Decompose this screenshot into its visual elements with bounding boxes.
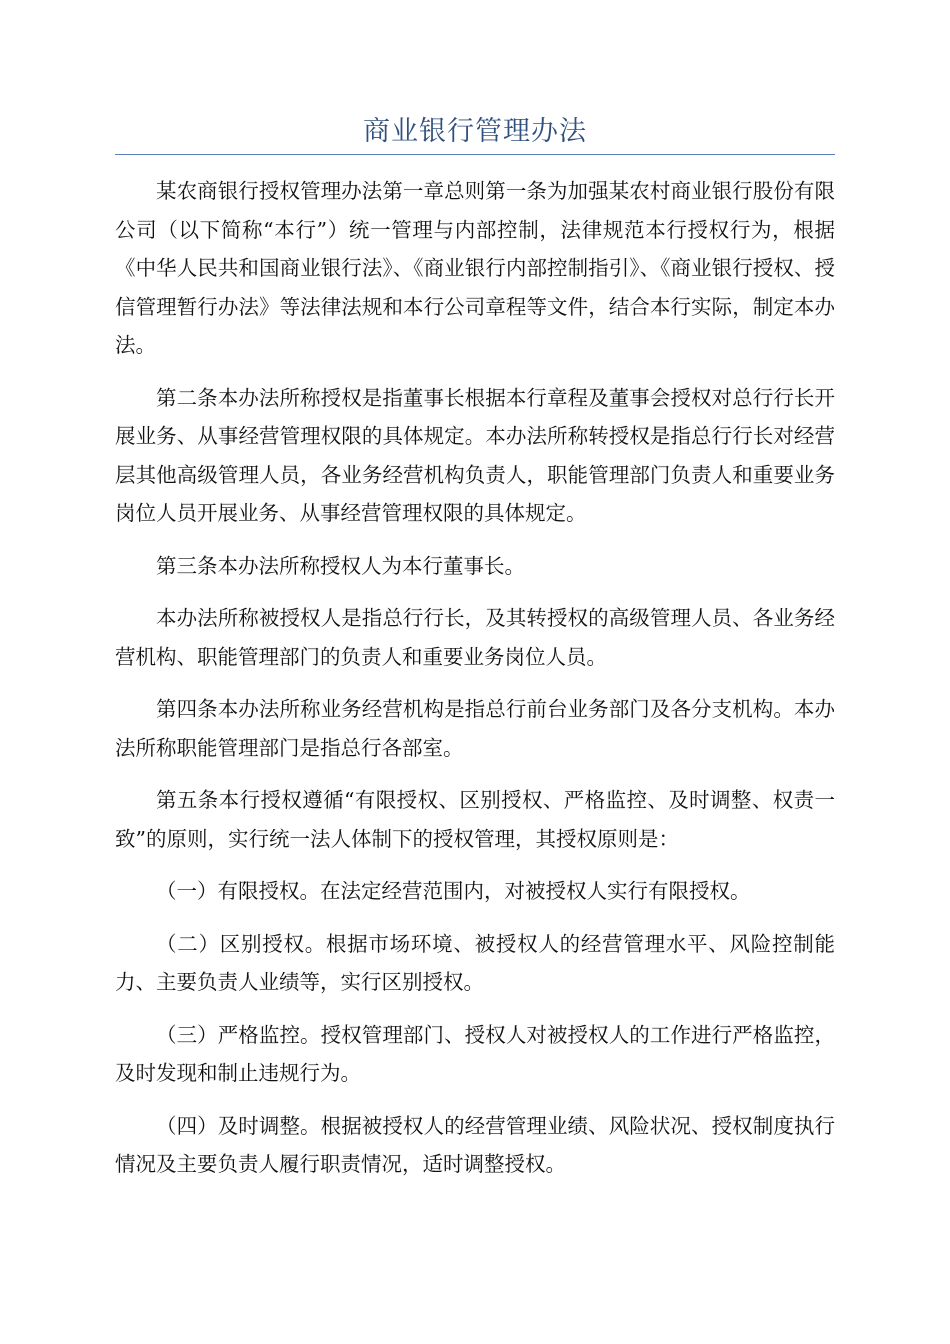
paragraph-10: （四）及时调整。根据被授权人的经营管理业绩、风险状况、授权制度执行情况及主要负责人履行职责情况，适时调整授权。 — [115, 1113, 835, 1176]
paragraph-2: 第二条本办法所称授权是指董事长根据本行章程及董事会授权对总行行长开展业务、从事经营管理权限的具体规定。本办法所称转授权是指总行行长对经营层其他高级管理人员，各业务经营机构负责人，职能管理部门负责人和重要业务岗位人员开展业务、从事经营管理权限的具体规定。 — [115, 385, 835, 525]
paragraph-1: 某农商银行授权管理办法第一章总则第一条为加强某农村商业银行股份有限公司（以下简称“本行”）统一管理与内部控制，法律规范本行授权行为，根据《中华人民共和国商业银行法》、《商业银行内部控制指引》、《商业银行授权、授信管理暂行办法》等法律法规和本行公司章程等文件，结合本行实际，制定本办法。 — [115, 179, 835, 357]
paragraph-9: （三）严格监控。授权管理部门、授权人对被授权人的工作进行严格监控，及时发现和制止违规行为。 — [115, 1022, 835, 1085]
document-title: 商业银行管理办法 — [363, 116, 587, 147]
paragraph-4: 本办法所称被授权人是指总行行长，及其转授权的高级管理人员、各业务经营机构、职能管理部门的负责人和重要业务岗位人员。 — [115, 606, 835, 669]
paragraph-8: （二）区别授权。根据市场环境、被授权人的经营管理水平、风险控制能力、主要负责人业绩等，实行区别授权。 — [115, 931, 835, 994]
document-body — [115, 172, 835, 1198]
paragraph-3: 第三条本办法所称授权人为本行董事长。 — [156, 553, 525, 578]
paragraph-5: 第四条本办法所称业务经营机构是指总行前台业务部门及各分支机构。本办法所称职能管理部门是指总行各部室。 — [115, 697, 835, 760]
paragraph-6: 第五条本行授权遵循“有限授权、区别授权、严格监控、及时调整、权责一致”的原则，实行统一法人体制下的授权管理，其授权原则是： — [115, 788, 835, 851]
title-underline — [115, 154, 835, 155]
paragraph-7: （一）有限授权。在法定经营范围内，对被授权人实行有限授权。 — [156, 879, 751, 903]
